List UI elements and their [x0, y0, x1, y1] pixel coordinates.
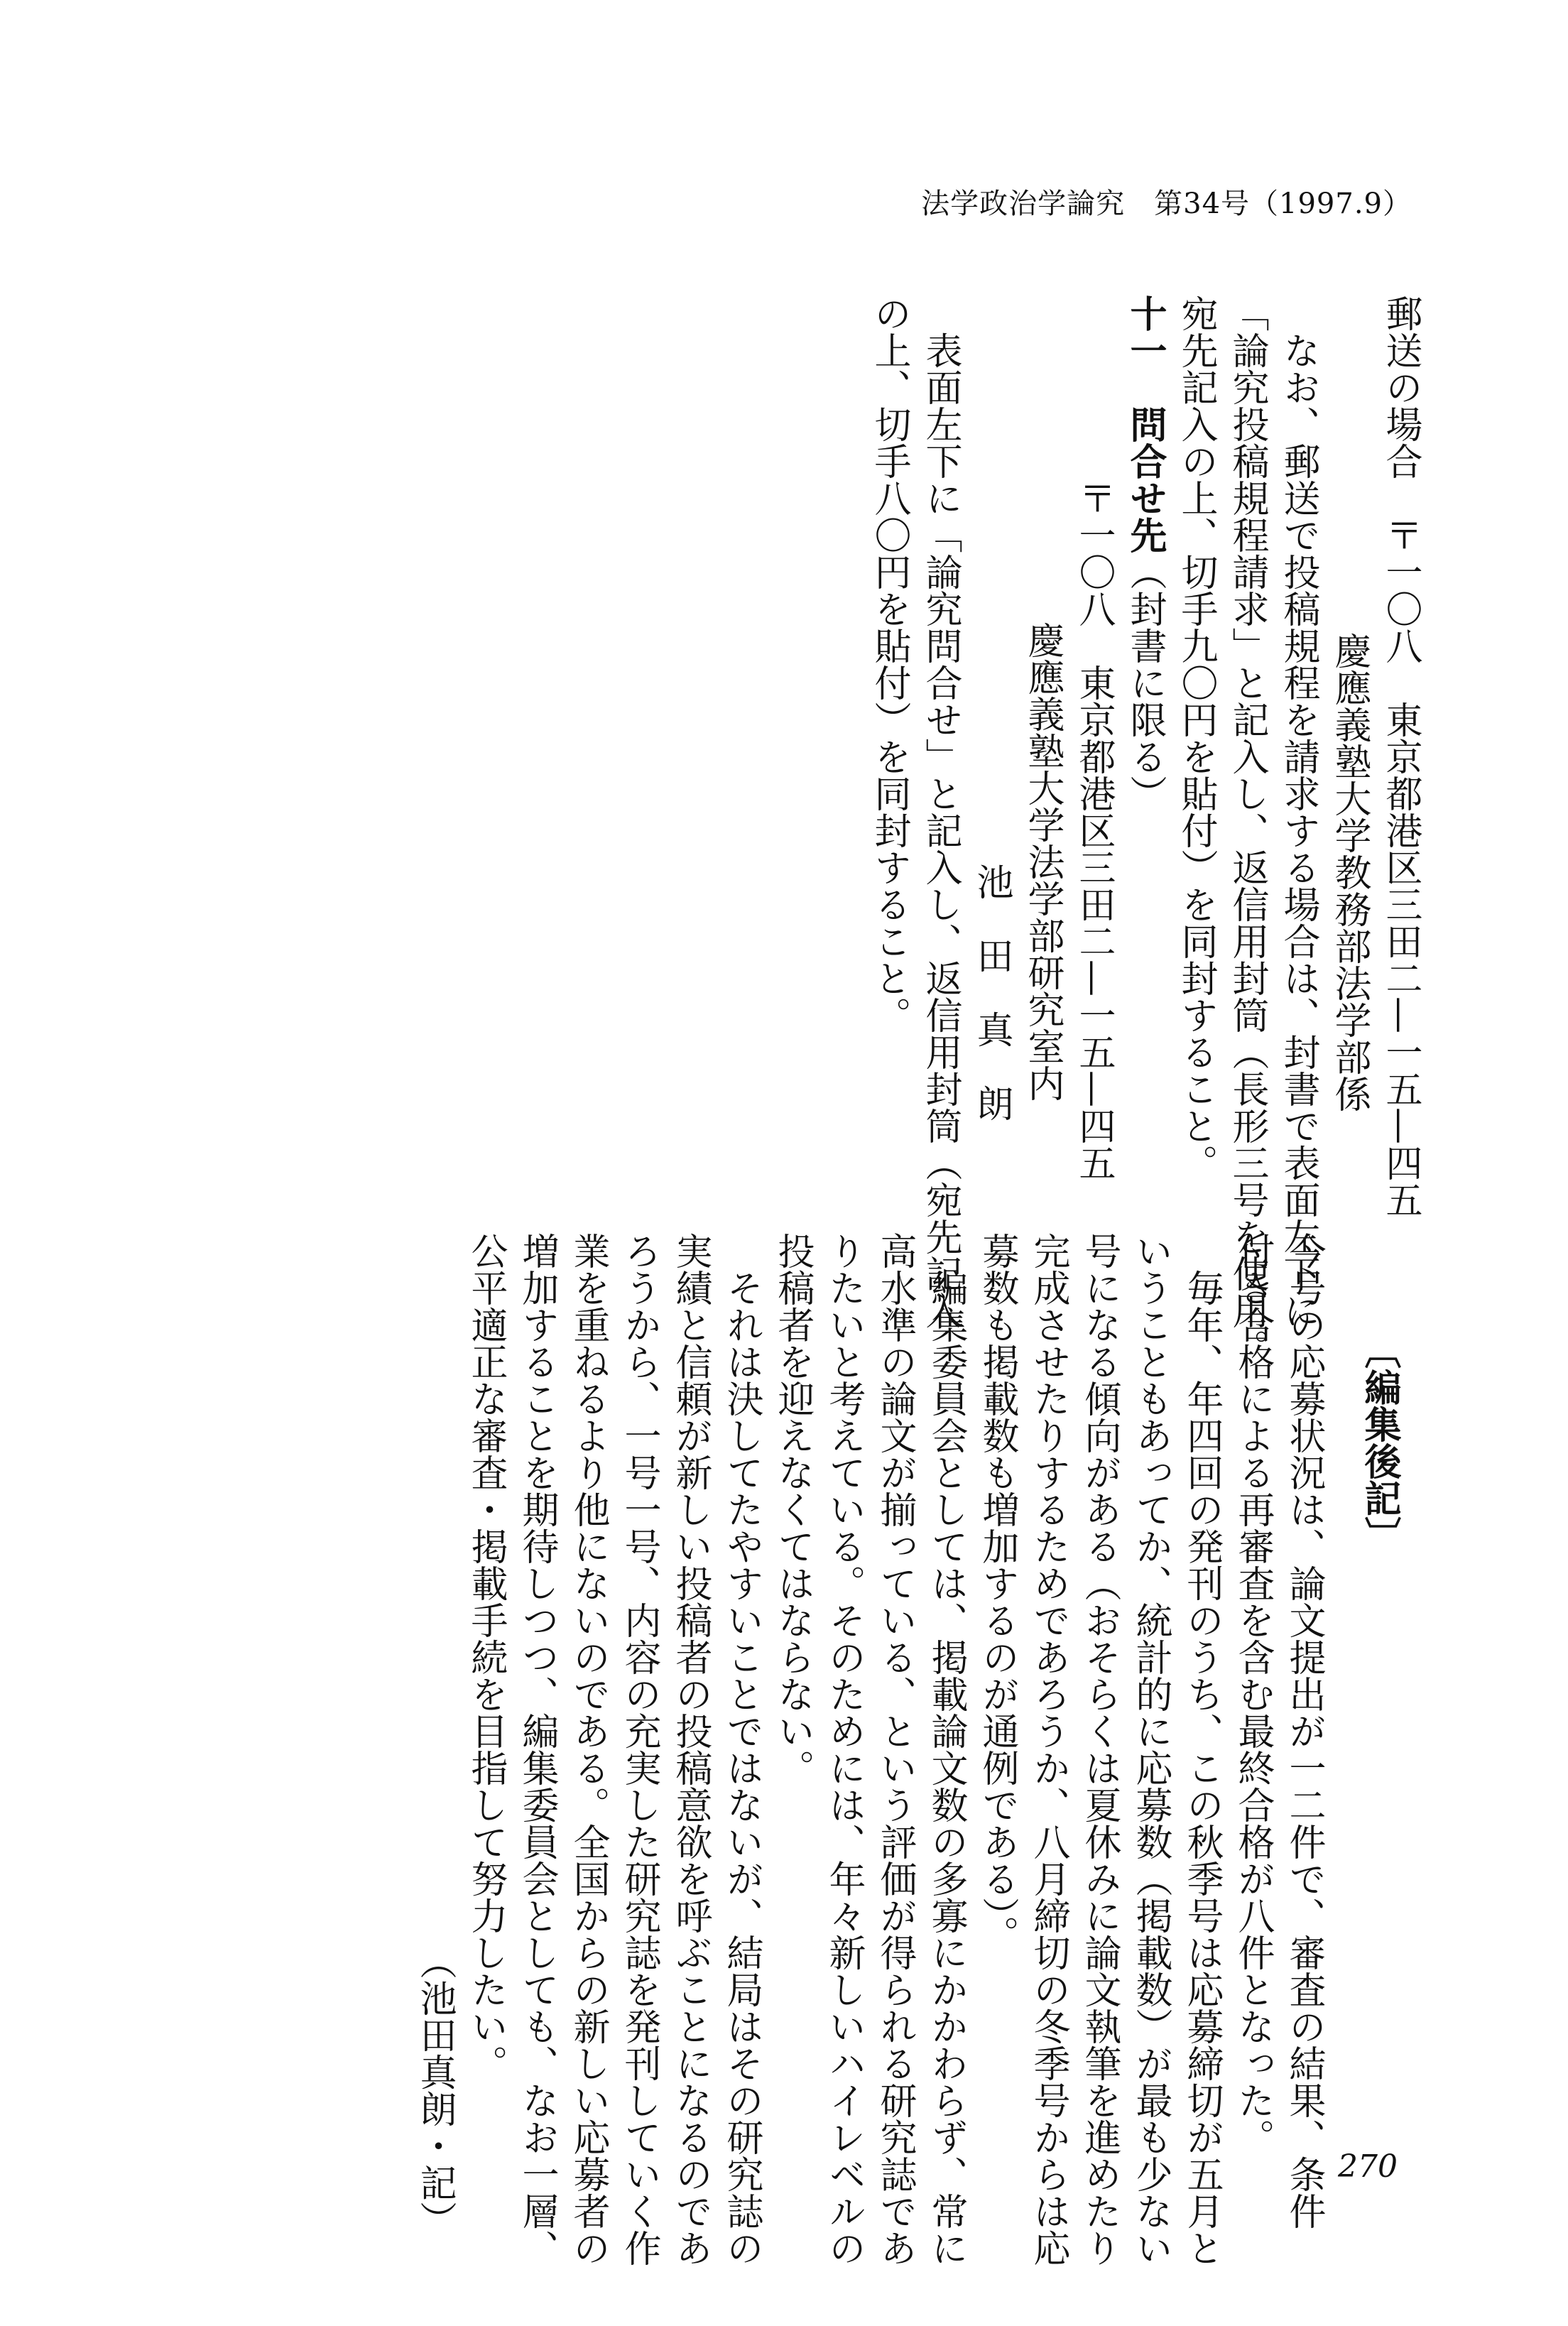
editorial-heading: 〔編集後記〕 — [1358, 1332, 1401, 1553]
editorial-line: ろうから、一号一号、内容の充実した研究誌を発刊していく作 — [618, 1232, 660, 2266]
editorial-line: 高水準の論文が揃っている、という評価が得られる研究誌であ — [873, 1232, 916, 2266]
editorial-line: 今号の応募状況は、論文提出が一二件で、審査の結果、条件 — [1283, 1232, 1325, 2229]
editorial-line: 投稿者を迎えなくてはならない。 — [771, 1232, 814, 1786]
request-note-line-1: なお、郵送で投稿規程を請求する場合は、封書で表面左下に — [1277, 332, 1319, 1329]
mail-address-line: 郵送の場合 〒一〇八 東京都港区三田二—一五—四五 — [1379, 295, 1422, 1218]
section-heading-contact — [1119, 295, 1170, 1190]
contact-office-line: 慶應義塾大学法学部研究室内 — [1021, 621, 1064, 1102]
submission-info — [864, 295, 1426, 1366]
editorial-line: 実績と信頼が新しい投稿者の投稿意欲を呼ぶことになるのであ — [669, 1232, 712, 2266]
editorial-line: それは決してたやすいことではないが、結局はその研究誌の — [720, 1269, 763, 2266]
editorial-line: 募数も掲載数も増加するのが通例である）。 — [976, 1232, 1018, 1952]
editorial-line: りたいと考えている。そのためには、年々新しいハイレベルの — [822, 1232, 865, 2266]
section-title: 問合せ先 — [1123, 406, 1167, 553]
editorial-line: 業を重ねるより他にないのである。全国からの新しい応募者の — [567, 1232, 609, 2266]
section-number: 十一 — [1123, 295, 1167, 369]
section-note: （封書に限る） — [1123, 553, 1166, 812]
page-number: 270 — [1338, 2148, 1398, 2185]
request-note-line-3: 宛先記入の上、切手九〇円を貼付）を同封すること。 — [1175, 295, 1217, 1181]
journal-header: 法学政治学論究 第34号（1997.9） — [921, 188, 1412, 220]
contact-note-line-2: の上、切手八〇円を貼付）を同封すること。 — [868, 295, 910, 1033]
editorial-line: 編集委員会としては、掲載論文数の多寡にかかわらず、常に — [925, 1269, 967, 2266]
contact-address-line: 〒一〇八 東京都港区三田二—一五—四五 — [1072, 479, 1115, 1181]
editorial-line: 増加することを期待しつつ、編集委員会としても、なお一層、 — [516, 1232, 558, 2266]
contact-person: 池 田 真 朗 — [970, 863, 1013, 1121]
editorial-line: 号になる傾向がある（おそらくは夏休みに論文執筆を進めたり — [1078, 1232, 1121, 2266]
mail-office-line: 慶應義塾大学教務部法学部係 — [1328, 632, 1371, 1112]
editorial-line: いうこともあってか、統計的に応募数（掲載数）が最も少ない — [1129, 1232, 1172, 2266]
contact-note-line-1: 表面左下に「論究問合せ」と記入し、返信用封筒（宛先記入 — [919, 332, 962, 1329]
editorial-line: 完成させたりするためであろうか、八月締切の冬季号からは応 — [1027, 1232, 1069, 2266]
request-note-line-2: 「論究投稿規程請求」と記入し、返信用封筒（長形三号を使用。 — [1226, 295, 1268, 1366]
editorial-line: 付き合格による再審査を含む最終合格が八件となった。 — [1231, 1232, 1274, 2156]
editorial-signature: （池田真朗・記） — [413, 1942, 456, 2238]
editorial-line: 公平適正な審査・掲載手続を目指して努力したい。 — [464, 1232, 507, 2082]
editorial-line: 毎年、年四回の発刊のうち、この秋季号は応募締切が五月と — [1180, 1269, 1223, 2266]
